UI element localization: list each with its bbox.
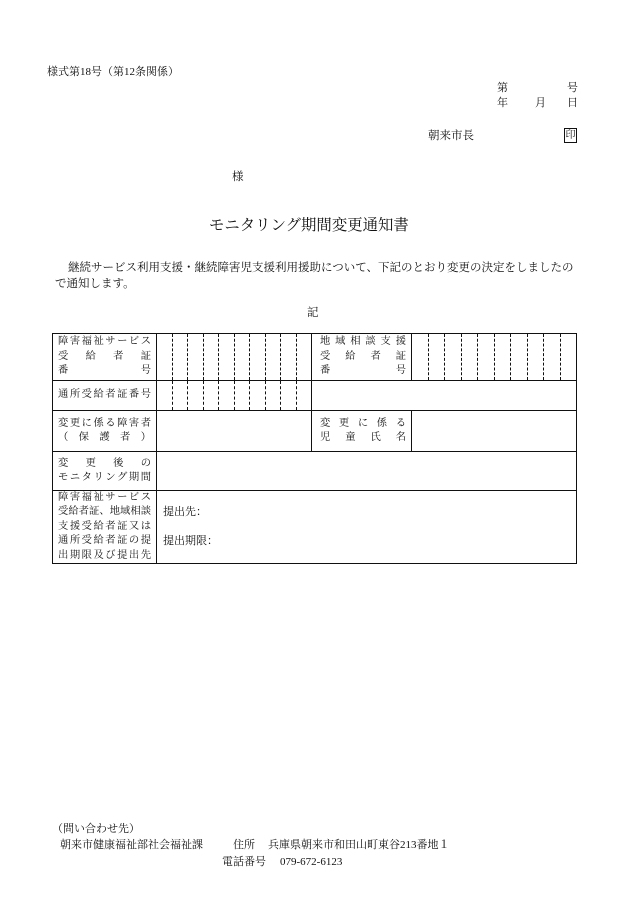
label-line: 出期限及び提出先 — [58, 549, 151, 561]
digit-box — [510, 334, 527, 380]
label-line: 変更に係る障害者 — [58, 417, 151, 429]
welfare-service-cert-number-label — [52, 333, 156, 380]
submit-deadline-label: 提出期限： — [163, 535, 218, 547]
digit-box — [218, 381, 234, 410]
label-line: 受給者証 — [58, 350, 151, 362]
digit-box — [560, 334, 577, 380]
digit-box — [296, 381, 312, 410]
seal-mark: 印 — [565, 130, 576, 141]
label-line: 障害福祉サービス — [58, 491, 151, 503]
digit-box — [412, 334, 428, 380]
label-line: 通所受給者証の提 — [58, 535, 151, 547]
digit-box — [249, 334, 265, 380]
affected-person-value-cell — [156, 410, 311, 451]
label-line: （保護者） — [58, 432, 151, 443]
contact-address: 兵庫県朝来市和田山町東谷213番地１ — [268, 839, 450, 851]
label-line: 通所受給者証番号 — [58, 389, 151, 401]
doc-number-prefix: 第 — [497, 82, 508, 94]
digit-box — [280, 334, 296, 380]
date-day: 日 — [567, 97, 578, 109]
digit-box — [265, 381, 281, 410]
details-table — [52, 333, 577, 564]
digit-box — [234, 334, 250, 380]
date-year: 年 — [497, 97, 508, 109]
contact-phone: 079-672-6123 — [280, 856, 343, 868]
digit-box — [172, 334, 188, 380]
form-number: 様式第18号（第12条関係） — [47, 66, 179, 78]
new-monitoring-period-value-cell — [156, 451, 576, 490]
contact-phone-label: 電話番号 — [222, 856, 266, 868]
label-line: モニタリング期間 — [58, 472, 151, 483]
doc-number-suffix: 号 — [567, 82, 578, 94]
community-support-cert-number-label — [311, 333, 411, 380]
label-line: 受給者証、地域相談 — [58, 506, 151, 518]
note-heading: 記 — [307, 307, 319, 319]
label-line: 地域相談支援 — [320, 336, 406, 348]
issuer-name: 朝来市長 — [428, 130, 474, 142]
digit-box — [494, 334, 511, 380]
submit-to-label: 提出先： — [163, 506, 207, 518]
submission-info-cell — [156, 490, 576, 563]
date-month: 月 — [535, 97, 546, 109]
digit-box — [203, 381, 219, 410]
digit-box — [280, 381, 296, 410]
digit-box — [187, 381, 203, 410]
welfare-service-cert-number-boxes — [156, 333, 311, 380]
digit-box — [265, 334, 281, 380]
document-title: モニタリング期間変更通知書 — [209, 217, 409, 234]
day-service-cert-number-boxes — [156, 380, 311, 410]
contact-department: 朝来市健康福祉部社会福祉課 — [60, 839, 203, 851]
label-line: 変更に係る — [320, 417, 406, 429]
digit-box — [218, 334, 234, 380]
body-text-line-1: 継続サービス利用支援・継続障害児支援利用援助について、下記のとおり変更の決定をしましたの — [68, 262, 574, 274]
label-line: 変更後の — [58, 457, 151, 469]
digit-box — [428, 334, 445, 380]
community-support-cert-number-boxes — [411, 333, 576, 380]
label-line: 受給者証 — [320, 350, 406, 362]
label-line: 支援受給者証又は — [58, 520, 151, 532]
digit-box — [543, 334, 560, 380]
label-line: 番号 — [58, 365, 151, 377]
label-line: 児童氏名 — [320, 432, 406, 443]
digit-box — [187, 334, 203, 380]
digit-box — [461, 334, 478, 380]
addressee-suffix: 様 — [232, 171, 244, 183]
contact-heading: （問い合わせ先） — [52, 823, 140, 835]
affected-person-label — [52, 410, 156, 451]
new-monitoring-period-label — [52, 451, 156, 490]
contact-address-label: 住所 — [233, 839, 255, 851]
digit-box — [157, 334, 172, 380]
affected-child-name-label — [311, 410, 411, 451]
digit-box — [296, 334, 312, 380]
digit-box — [444, 334, 461, 380]
digit-box — [527, 334, 544, 380]
body-text-line-2: で通知します。 — [55, 278, 135, 290]
digit-box — [249, 381, 265, 410]
day-service-cert-number-label — [52, 380, 156, 410]
row2-blank-cell — [311, 380, 576, 410]
affected-child-name-value-cell — [411, 410, 576, 451]
submission-deadline-destination-label — [52, 490, 156, 563]
label-line: 番号 — [320, 365, 406, 377]
digit-box — [203, 334, 219, 380]
digit-box — [477, 334, 494, 380]
digit-box — [234, 381, 250, 410]
digit-box — [172, 381, 188, 410]
label-line: 障害福祉サービス — [58, 336, 151, 348]
digit-box — [157, 381, 172, 410]
